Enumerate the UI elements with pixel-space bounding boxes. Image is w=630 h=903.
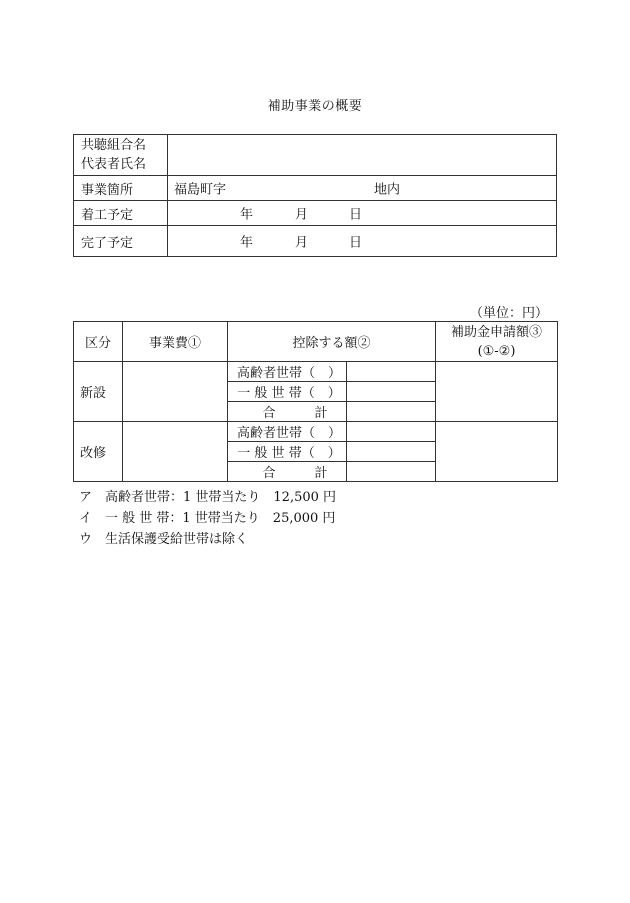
- new-general-label: 一 般 世 帯（ ）: [228, 382, 347, 402]
- header-cost: 事業費①: [123, 322, 228, 362]
- renovation-general-label: 一 般 世 帯（ ）: [228, 442, 347, 462]
- header-deduction: 控除する額②: [228, 322, 436, 362]
- header-request-line1: 補助金申請額③: [450, 324, 542, 340]
- notes: [79, 487, 336, 550]
- unit-note: （単位：円）: [470, 306, 549, 321]
- new-general-amount[interactable]: [347, 382, 436, 402]
- header-kubun: 区分: [74, 322, 123, 362]
- new-total-amount[interactable]: [347, 402, 436, 422]
- renovation-cost-field[interactable]: [123, 422, 228, 482]
- subsidy-table: [73, 321, 558, 482]
- end-year-label: 年: [240, 235, 254, 251]
- note-item: ウ 生活保護受給世帯は除く: [79, 532, 249, 547]
- end-month-label: 月: [295, 235, 309, 251]
- union-representative-label: [74, 135, 168, 176]
- renovation-total-label: 合 計: [228, 462, 347, 482]
- new-elderly-label: 高齢者世帯（ ）: [228, 362, 347, 382]
- renovation-elderly-label: 高齢者世帯（ ）: [228, 422, 347, 442]
- start-date-field[interactable]: [168, 201, 557, 226]
- new-total-label: 合 計: [228, 402, 347, 422]
- location-prefix: 福島町字: [174, 182, 227, 198]
- category-renovation: 改修: [74, 422, 123, 482]
- new-cost-field[interactable]: [123, 362, 228, 422]
- representative-label: 代表者氏名: [81, 157, 147, 172]
- end-date-field[interactable]: [168, 226, 557, 257]
- location-field[interactable]: [168, 176, 557, 201]
- renovation-total-amount[interactable]: [347, 462, 436, 482]
- new-elderly-amount[interactable]: [347, 362, 436, 382]
- start-day-label: 日: [349, 207, 363, 223]
- location-label: 事業箇所: [74, 176, 168, 201]
- new-request-field[interactable]: [436, 362, 558, 422]
- renovation-request-field[interactable]: [436, 422, 558, 482]
- category-new: 新設: [74, 362, 123, 422]
- start-month-label: 月: [295, 207, 309, 223]
- start-date-label: 着工予定: [74, 201, 168, 226]
- overview-table: [73, 134, 557, 257]
- location-suffix: 地内: [374, 182, 401, 198]
- note-item: ア 高齢者世帯：1 世帯当たり 12,500 円: [79, 490, 337, 505]
- renovation-general-amount[interactable]: [347, 442, 436, 462]
- start-year-label: 年: [240, 207, 254, 223]
- union-representative-field[interactable]: [168, 135, 557, 176]
- renovation-elderly-amount[interactable]: [347, 422, 436, 442]
- end-day-label: 日: [349, 235, 363, 251]
- end-date-label: 完了予定: [74, 226, 168, 257]
- union-name-label: 共聴組合名: [81, 138, 147, 153]
- header-request: [436, 322, 558, 362]
- page-title: 補助事業の概要: [267, 99, 363, 114]
- note-item: イ 一 般 世 帯：1 世帯当たり 25,000 円: [79, 511, 336, 526]
- header-request-line2: (①-②): [477, 343, 516, 359]
